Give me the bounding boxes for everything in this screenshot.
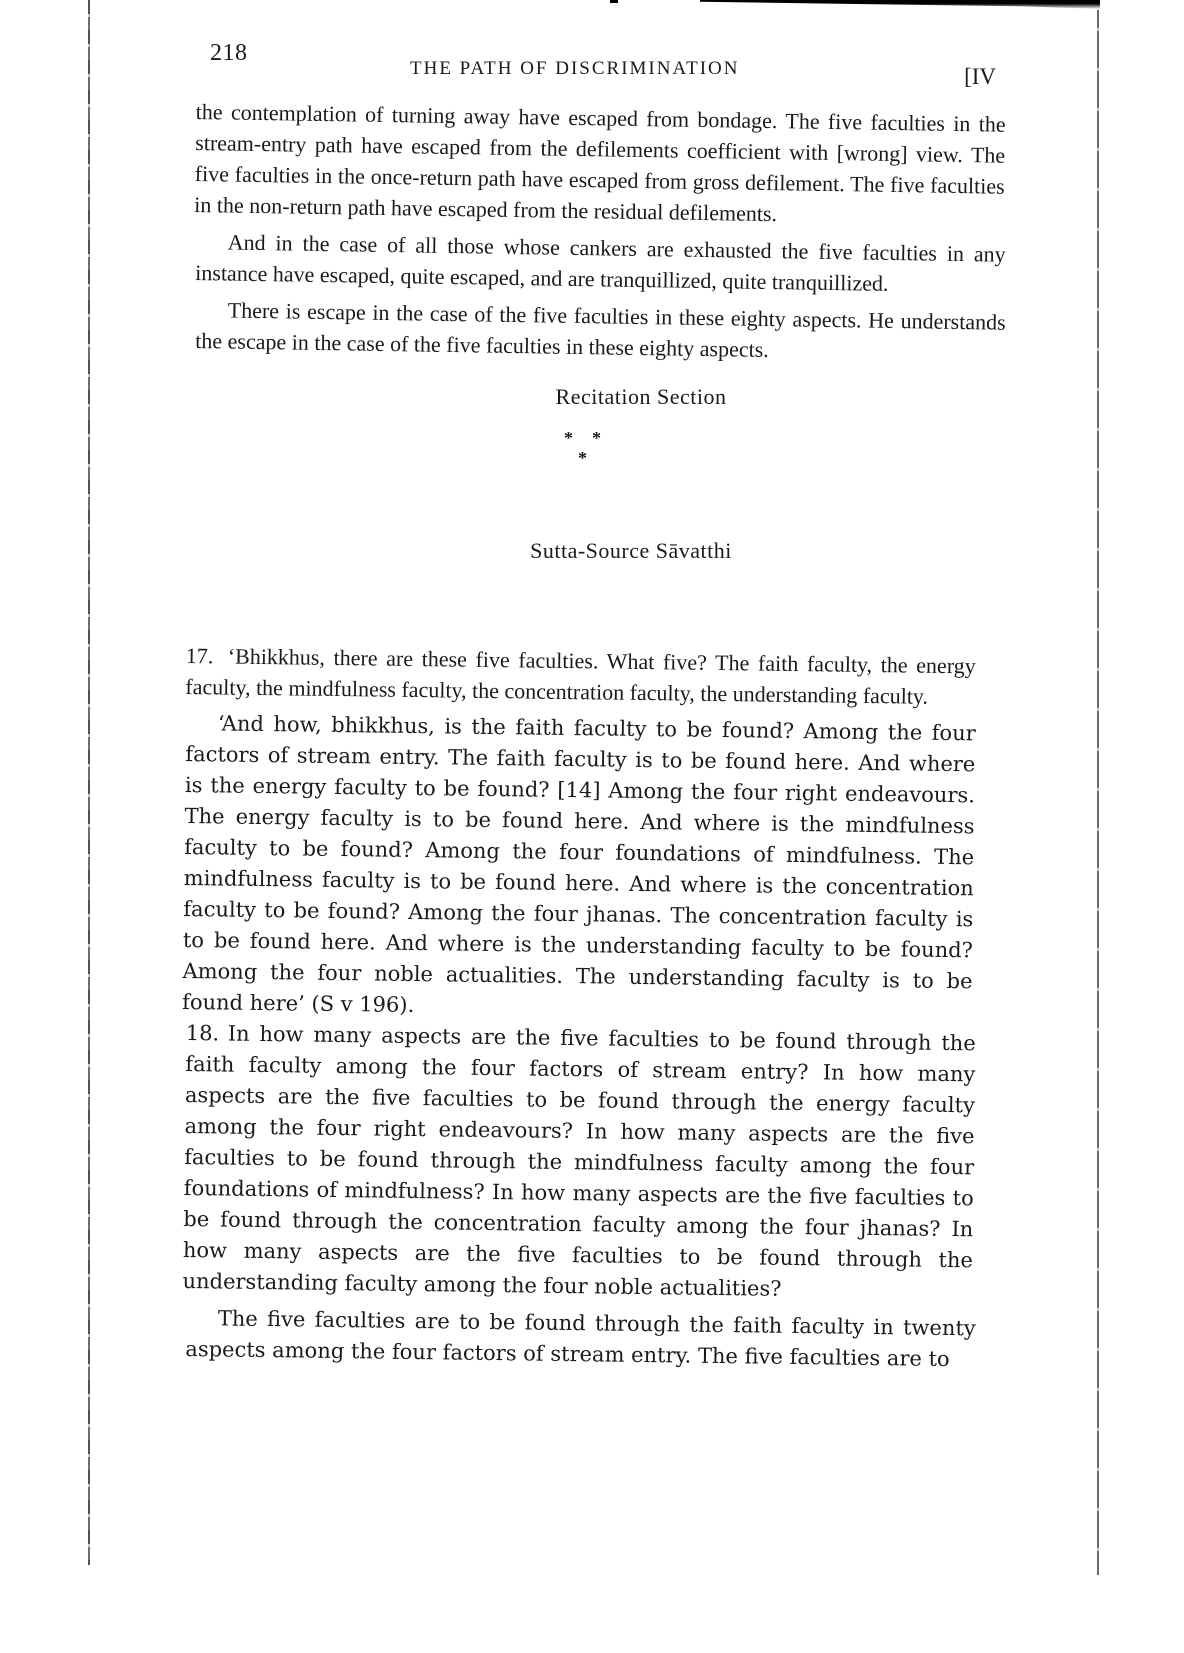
paragraph-cankers-exhausted: And in the case of all those whose cankers are exhausted the five faculties in any instance have escaped, quite escaped, and are tranquillized, quite tranquillized. [195, 229, 1006, 296]
book-page [196, 36, 1006, 564]
paragraph-17-continued: ‘And how, bhikkhus, is the faith faculty to be found? Among the four factors of stream entry. The faith faculty is to be found here. And where is the energy faculty to be found? [14] Among the four right endeavours. The energy faculty is to be found here. And where is the mindfulness faculty to be found? Among the four foundations of mindfulness. The mindfulness faculty is to be found here. And where is the concentration faculty to be found? Among the four jhanas. The concentration faculty is to be found here. And where is the understanding faculty to be found? Among the four noble actualities. The understanding faculty is to be found here’ (S v 196). [181, 711, 976, 1018]
paragraph-continuation: the contemplation of turning away have escaped from bondage. The five faculties in the stream-entry path have escaped from the defilements coefficient with [wrong] view. The five faculties in the once-return path have escaped from gross defilement. The five faculties in the non-return path have escaped from the residual defilements. [194, 98, 1006, 227]
scan-artifact-left-edge [88, 0, 90, 1565]
asterisk-icon: * [592, 428, 601, 448]
running-head [196, 36, 1006, 90]
scan-artifact-dot [610, 0, 618, 3]
numbered-paragraphs [181, 640, 976, 1371]
sutta-source-heading: Sutta-Source Sāvatthi [530, 538, 732, 563]
paragraph-number: 18. [185, 1020, 220, 1046]
scan-artifact-top-shadow [700, 0, 1100, 9]
asterisk-icon: * [564, 428, 573, 448]
paragraph-number: 17. [185, 642, 214, 669]
paragraph-18-answer: The five faculties are to be found through the faith faculty in twenty aspects among the four factors of stream entry. The five faculties are to [185, 1306, 976, 1371]
chapter-mark: [IV [964, 64, 996, 89]
asterism-ornament [196, 428, 1006, 488]
page-number: 218 [210, 40, 248, 66]
asterisk-icon: * [578, 448, 587, 468]
paragraph-text: ‘Bhikkhus, there are these five faculties. What five? The faith faculty, the energy faculty, the mindfulness faculty, the concentration faculty, the understanding faculty. [185, 643, 976, 709]
paragraph-escape-eighty-aspects: There is escape in the case of the five faculties in these eighty aspects. He understands the escape in the case of the five faculties in these eighty aspects. [195, 297, 1006, 363]
paragraph-17 [185, 640, 976, 712]
paragraph-18 [182, 1018, 976, 1307]
scan-artifact-right-edge [1097, 10, 1099, 1575]
running-title: THE PATH OF DISCRIMINATION [410, 58, 740, 79]
paragraph-text: In how many aspects are the five faculties to be found through the faith faculty among the four factors of stream entry? In how many aspects are the five faculties to be found through the energy faculty among the four right endeavours? In how many aspects are the five faculties to be found through the mindfulness faculty among the four foundations of mindfulness? In how many aspects are the five faculties to be found through the concentration faculty among the four jhanas? In how many aspects are the five faculties to be found through the understanding faculty among the four noble actualities? [182, 1021, 976, 1301]
recitation-section-heading: Recitation Section [555, 384, 727, 409]
